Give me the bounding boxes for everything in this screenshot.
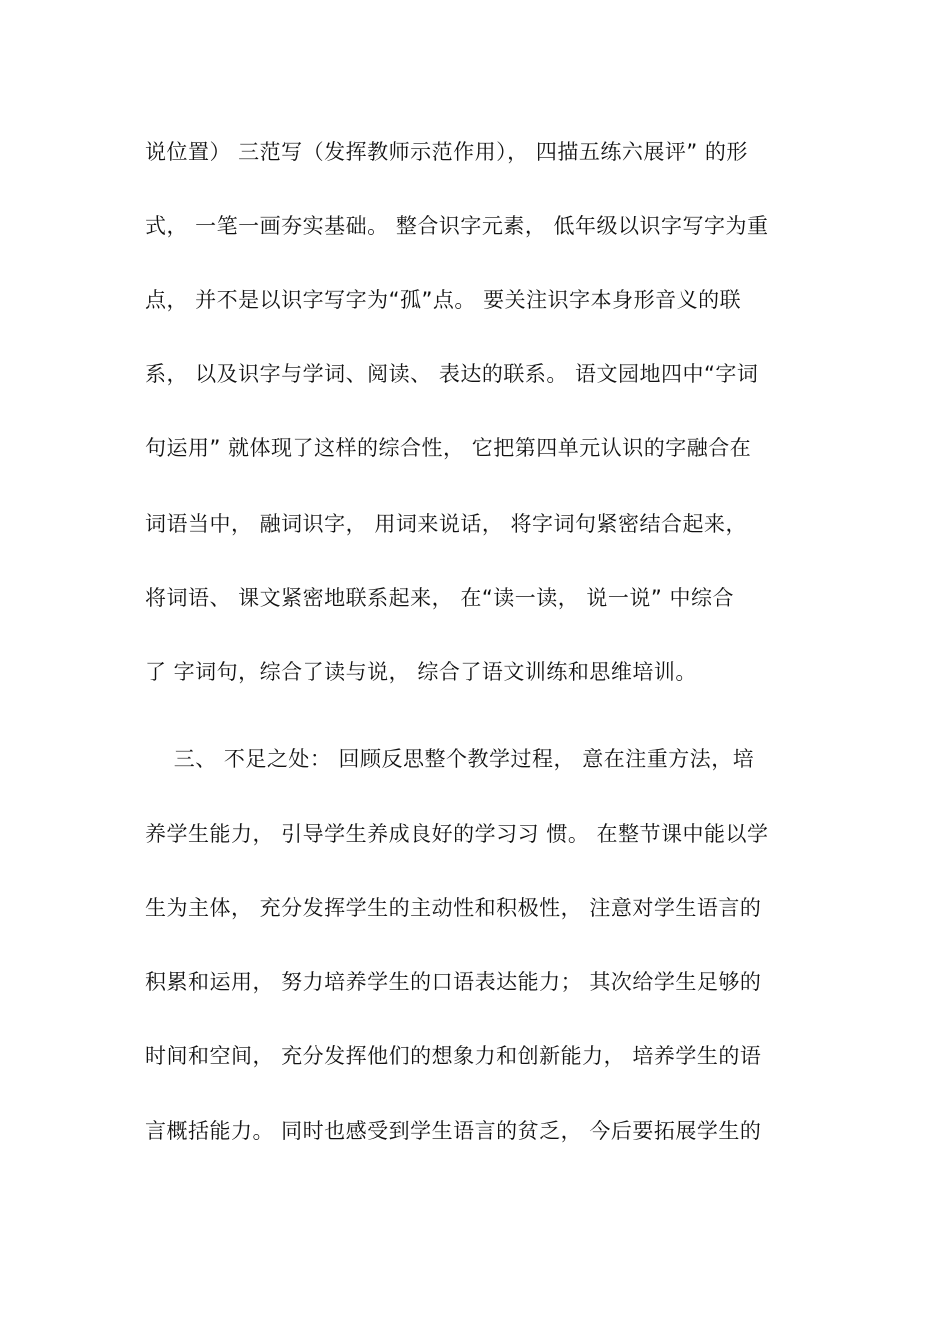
text-line: 词语当中， 融词识字， 用词来说话， 将字词句紧密结合起来，	[145, 512, 748, 536]
text-line: 说位置） 三范写（发挥教师示范作用）， 四描五练六展评” 的形	[145, 140, 748, 164]
text-line: 将词语、 课文紧密地联系起来， 在“读一读， 说一说” 中综合	[145, 586, 734, 610]
text-line: 积累和运用， 努力培养学生的口语表达能力； 其次给学生足够的	[145, 970, 762, 994]
text-line: 时间和空间， 充分发挥他们的想象力和创新能力， 培养学生的语	[145, 1044, 762, 1068]
text-line: 言概括能力。 同时也感受到学生语言的贫乏， 今后要拓展学生的	[145, 1119, 762, 1143]
text-line: 了 字词句，综合了读与说， 综合了语文训练和思维培训。	[145, 660, 697, 684]
text-line: 系， 以及识字与学词、阅读、 表达的联系。 语文园地四中“字词	[145, 362, 759, 386]
text-line: 点， 并不是以识字写字为“孤”点。 要关注识字本身形音义的联	[145, 288, 742, 312]
text-line: 式， 一笔一画夯实基础。 整合识字元素， 低年级以识字写字为重	[145, 214, 769, 238]
text-line: 句运用” 就体现了这样的综合性， 它把第四单元认识的字融合在	[145, 436, 752, 460]
text-line: 养学生能力， 引导学生养成良好的学习习 惯。 在整节课中能以学	[145, 822, 769, 846]
text-line: 生为主体， 充分发挥学生的主动性和积极性， 注意对学生语言的	[145, 896, 762, 920]
section-heading-line: 三、 不足之处： 回顾反思整个教学过程， 意在注重方法，培	[145, 747, 755, 771]
